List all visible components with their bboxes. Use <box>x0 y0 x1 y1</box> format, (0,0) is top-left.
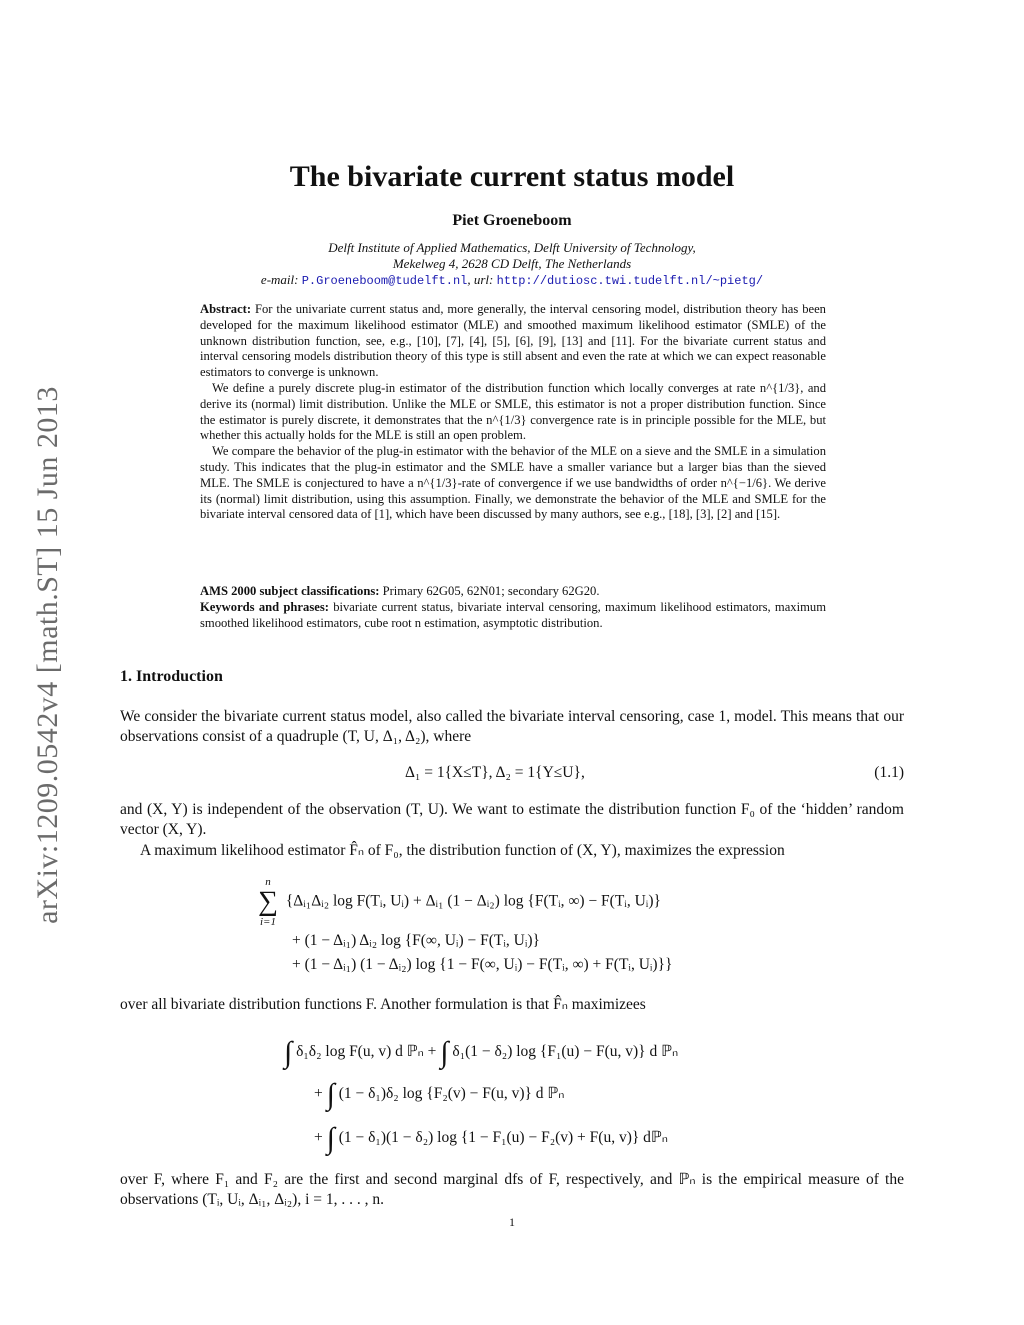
intro-para1b: and (X, Y) is independent of the observation (T, U). We want to estimate the distribution function F₀ of the ‘hidden’ random vector (X, Y). <box>120 801 904 838</box>
url-label: url: <box>473 272 494 287</box>
page-number: 1 <box>509 1215 515 1229</box>
abstract-label: Abstract: <box>200 302 252 316</box>
arxiv-id: arXiv:1209.0542v4 [math.ST] 15 Jun 2013 <box>31 386 64 924</box>
integral-line1: ∫ δ₁δ₂ log F(u, v) d ℙₙ + ∫ δ₁(1 − δ₂) log {F₁(u) − F(u, v)} d ℙₙ <box>284 1036 679 1069</box>
affiliation-line2: Mekelweg 4, 2628 CD Delft, The Netherlands <box>392 256 632 271</box>
integral-line1b-text: δ₁(1 − δ₂) log {F₁(u) − F(u, v)} d ℙₙ <box>452 1043 679 1060</box>
abstract-p1-text: For the univariate current status and, more generally, the interval censoring model, distribution theory has been developed for the maximum likelihood estimator (MLE) and smoothed maximum likelihood estimator (SMLE) of the unknown distribution function, see, e.g., [10], [7], [4], [5], [6], [9], [13] and [11]. For the bivariate current status and interval censoring models distribution theory of this type is still absent and even the rate at which we can expect reasonable estimators to converge is unknown. <box>200 302 826 380</box>
ams-text: Primary 62G05, 62N01; secondary 62G20. <box>382 584 600 598</box>
integral-line3: + ∫ (1 − δ₁)(1 − δ₂) log {1 − F₁(u) − F₂(v) + F(u, v)} dℙₙ <box>314 1122 668 1155</box>
intro-para2: A maximum likelihood estimator F̂ₙ of F₀, the distribution function of (X, Y), maximizes the expression <box>140 842 785 859</box>
likelihood-sum-line1 <box>258 875 661 929</box>
sum-symbol: n ∑ i=1 <box>258 876 278 928</box>
contact-line: e-mail: P.Groeneboom@tudelft.nl, url: http://dutiosc.twi.tudelft.nl/~pietg/ <box>260 272 764 288</box>
paper-title: The bivariate current status model <box>289 160 735 193</box>
abstract-p1 <box>200 302 826 381</box>
intro-para4: over F, where F₁ and F₂ are the first and second marginal dfs of F, respectively, and ℙₙ is the empirical measure of the observations (Tᵢ, Uᵢ, Δᵢ₁, Δᵢ₂), i = 1, . . . , n. <box>120 1171 904 1208</box>
integral-line3-text: (1 − δ₁)(1 − δ₂) log {1 − F₁(u) − F₂(v) + F(u, v)} dℙₙ <box>338 1129 668 1146</box>
integral-line1-text: δ₁δ₂ log F(u, v) d ℙₙ + <box>296 1043 437 1060</box>
email-label: e-mail: <box>260 272 299 287</box>
equation-1-1: Δ₁ = 1{X≤T}, Δ₂ = 1{Y≤U}, <box>405 764 585 781</box>
classification-block <box>200 584 826 631</box>
affiliation-line1: Delft Institute of Applied Mathematics, Delft University of Technology, <box>328 240 696 255</box>
sum-upper: n <box>265 876 271 888</box>
intro-para3: over all bivariate distribution functions F. Another formulation is that F̂ₙ maximizees <box>120 996 646 1013</box>
keywords-text: bivariate current status, bivariate interval censoring, maximum likelihood estimators, maximum smoothed likelihood estimators, cube root n estimation, asymptotic distribution. <box>200 599 826 630</box>
arxiv-sidebar-stamp <box>28 350 68 960</box>
keywords-line <box>200 600 826 632</box>
integral-line2: + ∫ (1 − δ₁)δ₂ log {F₂(v) − F(u, v)} d ℙₙ <box>314 1078 565 1111</box>
sum-lower: i=1 <box>259 916 276 928</box>
likelihood-sum-line3: + (1 − Δᵢ₁) (1 − Δᵢ₂) log {1 − F(∞, Uᵢ) − F(Tᵢ, ∞) + F(Tᵢ, Uᵢ)}} <box>292 956 673 973</box>
email-link[interactable]: P.Groeneboom@tudelft.nl <box>301 274 468 288</box>
intro-para1: We consider the bivariate current status model, also called the bivariate interval censoring, case 1, model. This means that our observations consist of a quadruple (T, U, Δ₁, Δ₂), where <box>120 708 904 745</box>
abstract-p3: We compare the behavior of the plug-in estimator with the behavior of the MLE on a sieve and the SMLE in a simulation study. This indicates that the plug-in estimator and the SMLE have a smaller variance but a larger bias than the sieved MLE. The SMLE is conjectured to have a n^{1/3}-rate of convergence if we use bandwidths of order n^{−1/6}. We derive its (normal) limit distribution, using this assumption. Finally, we demonstrate the behavior of the MLE and SMLE for the bivariate interval censored data of [1], which have been discussed by many authors, see e.g., [18], [3], [2] and [15]. <box>200 444 826 522</box>
ams-line <box>200 584 826 600</box>
sum-line1-text: {Δᵢ₁Δᵢ₂ log F(Tᵢ, Uᵢ) + Δᵢ₁ (1 − Δᵢ₂) log {F(Tᵢ, ∞) − F(Tᵢ, Uᵢ)} <box>285 892 661 910</box>
integral-line2-text: (1 − δ₁)δ₂ log {F₂(v) − F(u, v)} d ℙₙ <box>338 1085 565 1102</box>
author-name: Piet Groeneboom <box>452 212 572 229</box>
ams-label: AMS 2000 subject classifications: <box>200 584 380 598</box>
likelihood-sum-line2: + (1 − Δᵢ₁) Δᵢ₂ log {F(∞, Uᵢ) − F(Tᵢ, Uᵢ)} <box>292 932 540 949</box>
section-heading: 1. Introduction <box>120 668 223 685</box>
abstract <box>200 302 826 523</box>
equation-number-1-1: (1.1) <box>874 764 904 781</box>
url-link[interactable]: http://dutiosc.twi.tudelft.nl/~pietg/ <box>496 274 764 288</box>
abstract-p2: We define a purely discrete plug-in estimator of the distribution function which locally converges at rate n^{1/3}, and derive its (normal) limit distribution. Unlike the MLE or SMLE, this estimator is not a proper distribution function. Since the estimator is purely discrete, it demonstrates that the n^{1/3} convergence rate is in principle possible for the MLE, but whether this actually holds for the MLE is still an open problem. <box>200 380 826 443</box>
affiliation <box>0 240 1024 289</box>
keywords-label: Keywords and phrases: <box>200 599 329 614</box>
